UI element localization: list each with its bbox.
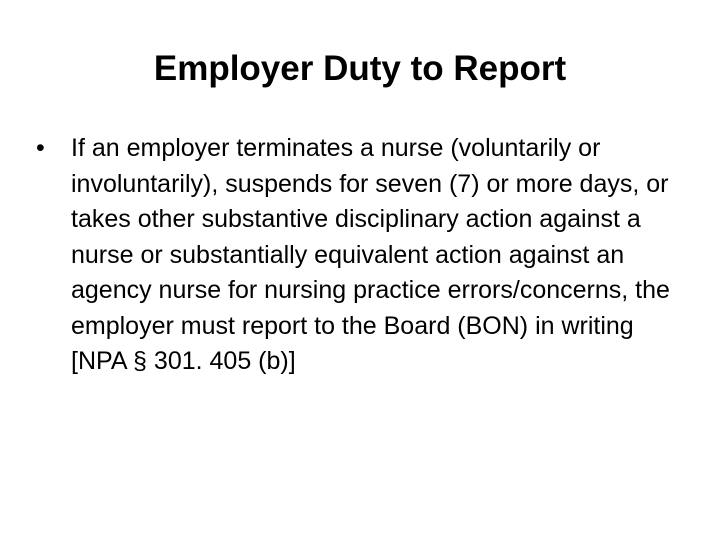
bullet-list bbox=[36, 131, 686, 380]
bullet-item bbox=[36, 131, 686, 380]
bullet-text: If an employer terminates a nurse (voluntarily or involuntarily), suspends for seven (7) or more days, or takes other substantive disciplinary action against a nurse or substantially equivalent action against an agency nurse for nursing practice errors/concerns, the employer must report to the Board (BON) in writing [NPA § 301. 405 (b)] bbox=[71, 134, 670, 375]
bullet-dot-icon: • bbox=[36, 134, 45, 162]
slide-title: Employer Duty to Report bbox=[153, 49, 567, 88]
